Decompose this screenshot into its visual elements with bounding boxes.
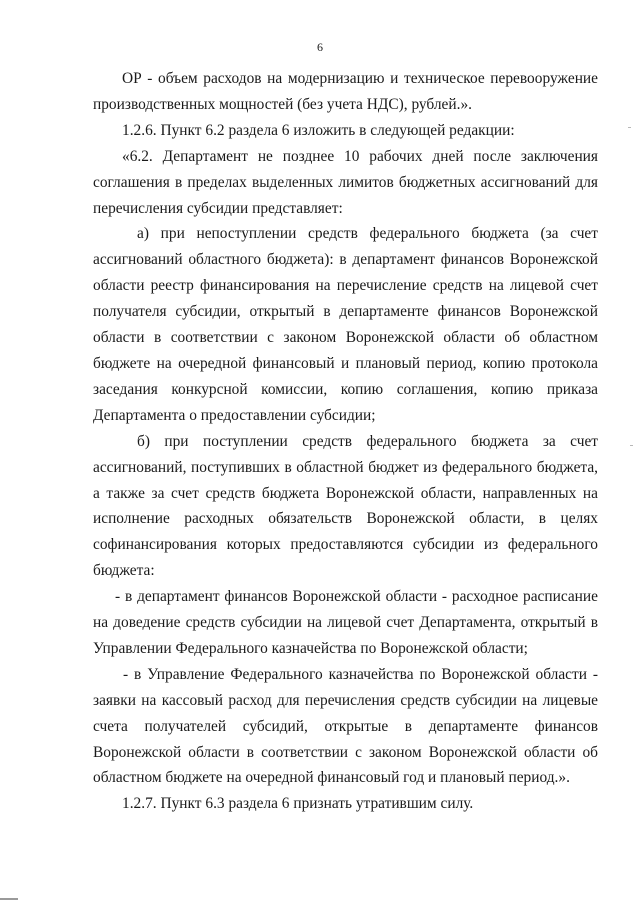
page-number: 6 bbox=[317, 40, 323, 54]
paragraph-or-definition: ОР - объем расходов на модернизацию и техническое перевооружение производственных мощностей (без учета НДС), рублей.». bbox=[93, 70, 598, 113]
paragraph-subitem-a: а) при непоступлении средств федерального бюджета (за счет ассигнований областного бюджета): в департамент финансов Воронежской области реестр финансирования на перечисление средств на лицевой счет получателя субсидии, открытый в департаменте финансов Воронежской области в соответствии с законом Воронежской области об областном бюджете на очередной финансовый и плановый период, копию протокола заседания конкурсной комиссии, копию соглашения, копию приказа Департамента о предоставлении субсидии; bbox=[93, 225, 598, 424]
paragraph-dash-finance-department: - в департамент финансов Воронежской области - расходное расписание на доведение средств субсидии на лицевой счет Департамента, открытый в Управлении Федерального казначейства по Воронежской области; bbox=[93, 588, 598, 657]
paragraph-dash-treasury: - в Управление Федерального казначейства по Воронежской области - заявки на кассовый расход для перечисления средств субсидии на лицевые счета получателей субсидий, открытые в департаменте финансов Воронежской области в соответствии с законом Воронежской области об областном бюджете на очередной финансовый год и плановый период.». bbox=[93, 665, 598, 787]
scan-artifact bbox=[628, 127, 631, 128]
scan-artifact bbox=[630, 445, 633, 446]
paragraph-item-1-2-7: 1.2.7. Пункт 6.3 раздела 6 признать утратившим силу. bbox=[122, 795, 474, 813]
document-body bbox=[93, 66, 598, 817]
paragraph-subitem-b: б) при поступлении средств федерального бюджета за счет ассигнований, поступивших в областной бюджет из федерального бюджета, а также за счет средств бюджета Воронежской области, направленных на исполнение расходных обязательств Воронежской области, в целях софинансирования которых предоставляются субсидии из федерального бюджета: bbox=[93, 432, 598, 580]
paragraph-item-1-2-6: 1.2.6. Пункт 6.2 раздела 6 изложить в следующей редакции: bbox=[122, 121, 515, 139]
paragraph-item-6-2: «6.2. Департамент не позднее 10 рабочих дней после заключения соглашения в пределах выделенных лимитов бюджетных ассигнований для перечисления субсидии представляет: bbox=[93, 147, 598, 217]
